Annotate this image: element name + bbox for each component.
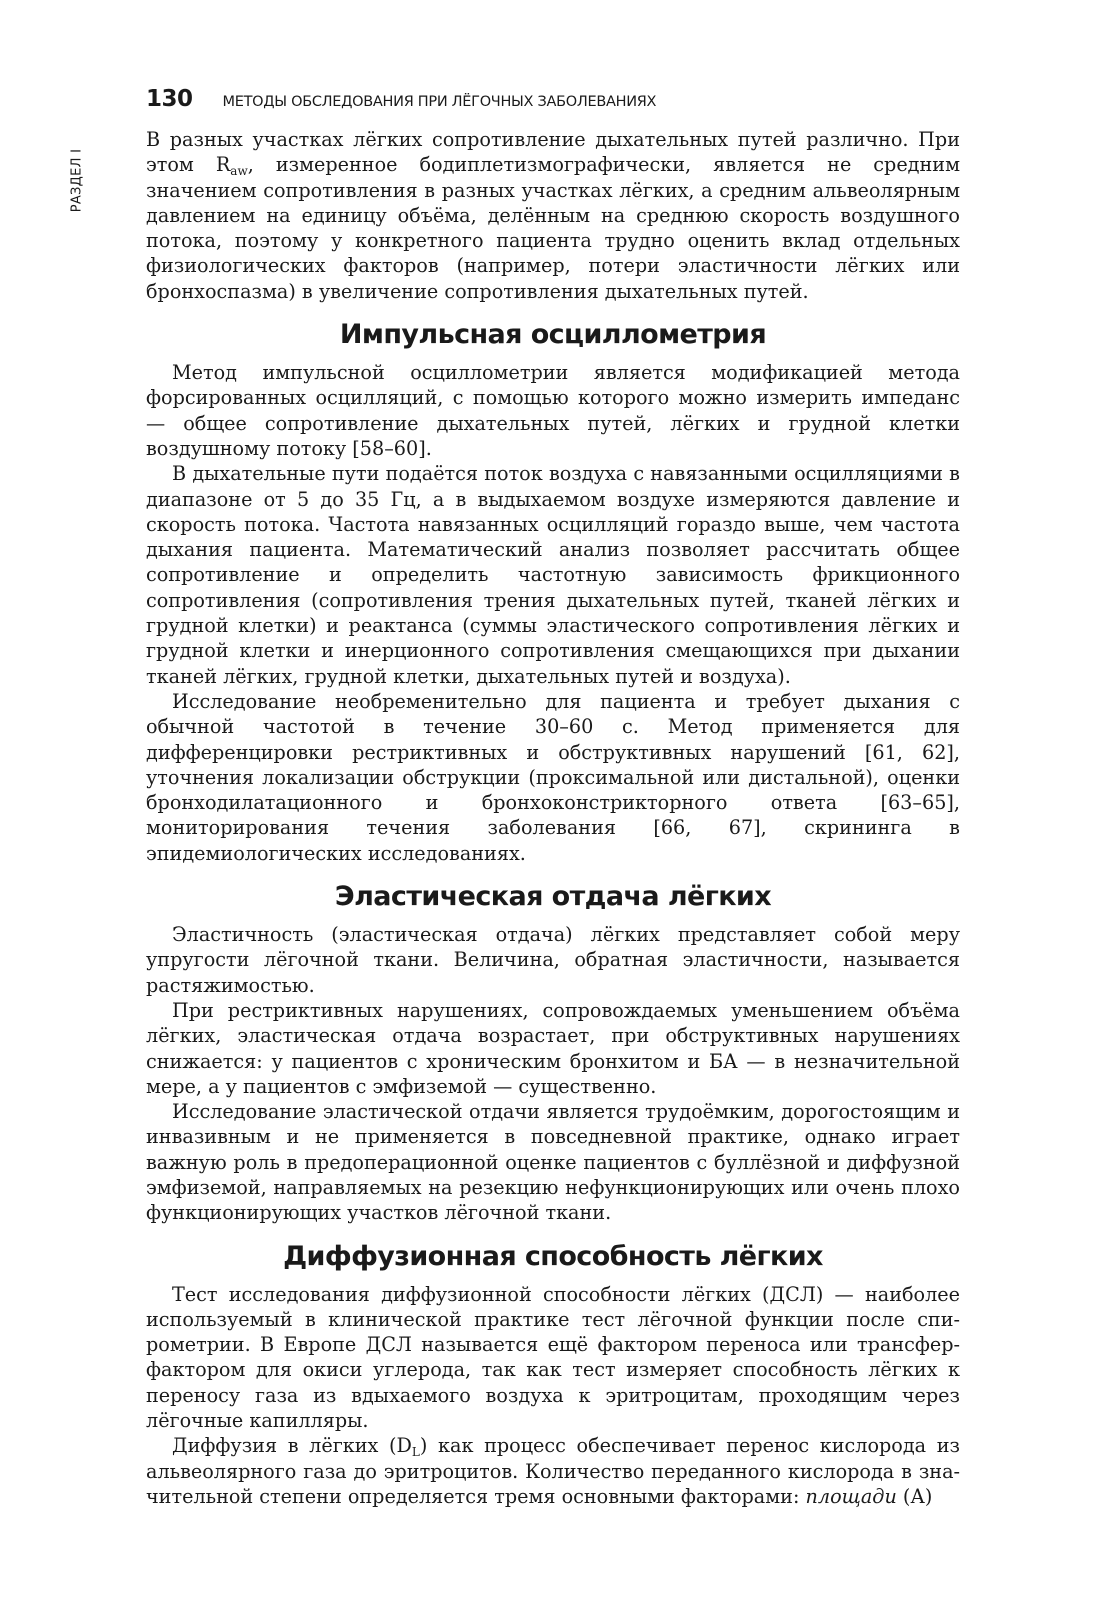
paragraph <box>146 1433 960 1509</box>
italic-term: площади <box>805 1484 897 1508</box>
section-heading-oscillometry: Импульсная осциллометрия <box>339 319 767 351</box>
text-run: Диффузия в лёгких (D <box>172 1434 412 1458</box>
paragraph: Тест исследования диффузионной способности лёгких (ДСЛ) — наиболее используемый в клинической практике тест лёгочной функции после спирометрии. В Европе ДСЛ называется ещё фактором переноса или трансферфактором для окиси углерода, так как тест измеряет способность лёгких к переносу газа из вдыхаемого воздуха к эритроцитам, проходящим через лёгочные капилляры. <box>146 1282 960 1433</box>
section-heading-diffusion: Диффузионная способность лёгких <box>283 1240 823 1272</box>
paragraph: Эластичность (эластическая отдача) лёгких представляет собой меру упругости лёгочной ткани. Величина, обратная эластичности, называется растяжимостью. <box>146 923 960 997</box>
section-heading-elastic: Эластическая отдача лёгких <box>334 881 772 913</box>
paragraph: Исследование эластической отдачи является трудоёмким, дорогостоящим и инвазивным и не применяется в повседневной практике, однако играет важную роль в предоперационной оценке пациентов с буллёзной и диффузной эмфиземой, направляемых на резекцию нефункционирующих или очень плохо функционирующих участков лёгочной ткани. <box>146 1100 960 1225</box>
text-run: , измеренное бодиплетизмографически, является не средним значением сопротивления в разных участках лёгких, а средним альвеолярным давлением на единицу объёма, делённым на среднюю скорость воздушного потока, поэтому у конкретного пациента трудно оценить вклад отдельных физиологических факторов (например, потери эластичности лёгких или бронхоспазма) в увеличение сопротивления дыхательных путей. <box>146 153 960 303</box>
section-side-tab <box>60 135 94 225</box>
subscript: L <box>411 1445 420 1460</box>
subscript: aw <box>230 164 248 179</box>
page-number: 130 <box>146 86 193 112</box>
running-head <box>146 86 966 120</box>
intro-paragraph <box>146 127 960 304</box>
running-title: МЕТОДЫ ОБСЛЕДОВАНИЯ ПРИ ЛЁГОЧНЫХ ЗАБОЛЕВАНИЯХ <box>222 94 657 110</box>
paragraph: Метод импульсной осциллометрии является модификацией метода форсированных осцилляций, с помощью которого можно измерить импеданс — общее сопротивление дыхательных путей, лёгких и грудной клетки воздушному потоку [58–60]. <box>146 361 960 460</box>
paragraph: Исследование необременительно для пациента и требует дыхания с обычной частотой в течение 30–60 с. Метод применяется для дифференцировки рестриктивных и обструктивных нарушений [61, 62], уточнения локализации обструкции (проксимальной или дистальной), оценки бронходилатационного и бронхоконстрикторного ответа [63–65], мониторирования течения заболевания [66, 67], скрининга в эпидемиологических исследованиях. <box>146 689 960 865</box>
paragraph: В дыхательные пути подаётся поток воздуха с навязанными осцилляциями в диапазоне от 5 до 35 Гц, а в выдыхаемом воздухе измеряются давление и скорость потока. Частота навязанных осцилляций гораздо выше, чем частота дыхания пациента. Математический анализ позволяет рассчитать общее сопротивление и определить частотную зависимость фрикционного сопротивления (сопротивления трения дыхательных путей, тканей лёгких и грудной клетки) и реактанса (суммы эластического сопротивления лёгких и грудной клетки и инерционного сопротивления смещающихся при дыхании тканей лёгких, грудной клетки, дыхательных путей и воздуха). <box>146 462 960 688</box>
text-run: ) как процесс обеспечивает перенос кислорода из альвеолярного газа до эритроцитов. Количество переданного кислорода в значительной степени определяется тремя основными факторами: <box>146 1434 961 1508</box>
text-run: В разных участках лёгких сопротивление дыхательных путей различно. При этом R <box>146 128 960 177</box>
text-run: (А) <box>896 1484 933 1508</box>
page-body <box>146 127 960 1509</box>
section-label: РАЗДЕЛ I <box>69 148 85 212</box>
paragraph: При рестриктивных нарушениях, сопровождаемых уменьшением объёма лёгких, эластическая отдача возрастает, при обструктивных нарушениях снижается: у пациентов с хроническим бронхитом и БА — в незначительной мере, а у пациентов с эмфиземой — существенно. <box>146 998 960 1098</box>
